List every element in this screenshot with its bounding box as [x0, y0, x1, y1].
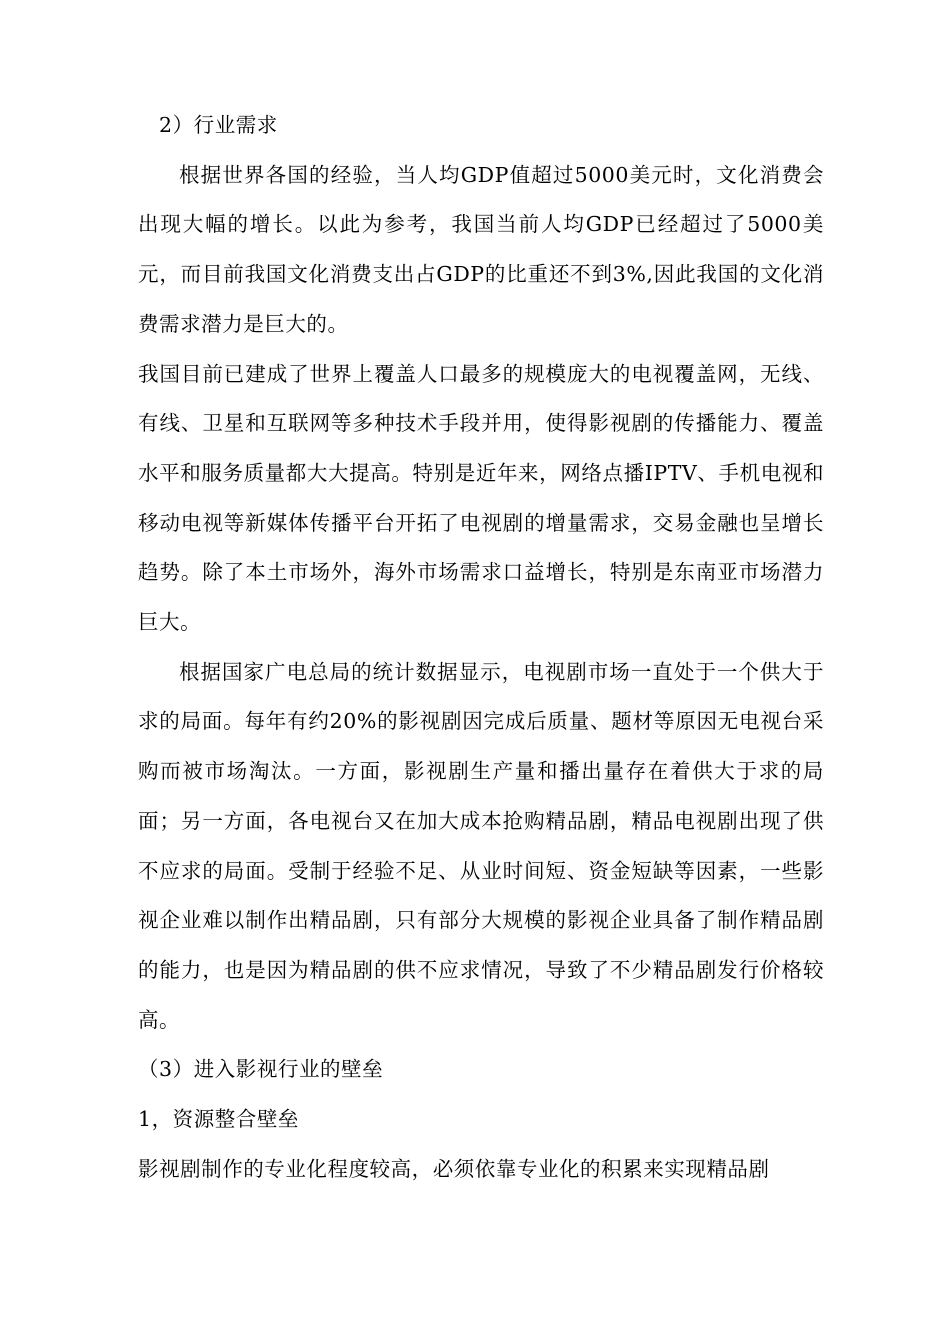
paragraph-tv-coverage-network: 我国目前已建成了世界上覆盖人口最多的规模庞大的电视覆盖网，无线、有线、卫星和互联网等多种技术手段并用，使得影视剧的传播能力、覆盖水平和服务质量都大大提高。特别是近年来，网络点播IPTV、手机电视和移动电视等新媒体传播平台开拓了电视剧的增量需求，交易金融也呈增长趋势。除了本土市场外，海外市场需求口益增长，特别是东南亚市场潜力巨大。 [138, 361, 824, 635]
subsection-heading-industry-demand: 2）行业需求 [159, 113, 278, 137]
section-heading-entry-barriers: （3）进入影视行业的壁垒 [138, 1057, 384, 1082]
paragraph-cultural-consumption: 根据世界各国的经验，当人均GDP值超过5000美元时，文化消费会出现大幅的增长。以此为参考，我国当前人均GDP已经超过了5000美元，而目前我国文化消费支出占GDP的比重还不到3%,因此我国的文化消费需求潜力是巨大的。 [138, 162, 824, 336]
document-body [138, 101, 824, 1194]
subsection-heading-resource-integration: 1，资源整合壁垒 [138, 1107, 299, 1132]
paragraph-professionalization: 影视剧制作的专业化程度较高，必须依靠专业化的积累来实现精品剧 [138, 1156, 770, 1181]
paragraph-tv-drama-market: 根据国家广电总局的统计数据显示，电视剧市场一直处于一个供大于求的局面。每年有约20%的影视剧因完成后质量、题材等原因无电视台采购而被市场淘汰。一方面，影视剧生产量和播出量存在着供大于求的局面；另一方面，各电视台又在加大成本抢购精品剧，精品电视剧出现了供不应求的局面。受制于经验不足、从业时间短、资金短缺等因素，一些影视企业难以制作出精品剧，只有部分大规模的影视企业具备了制作精品剧的能力，也是因为精品剧的供不应求情况，导致了不少精品剧发行价格较高。 [138, 659, 824, 1032]
